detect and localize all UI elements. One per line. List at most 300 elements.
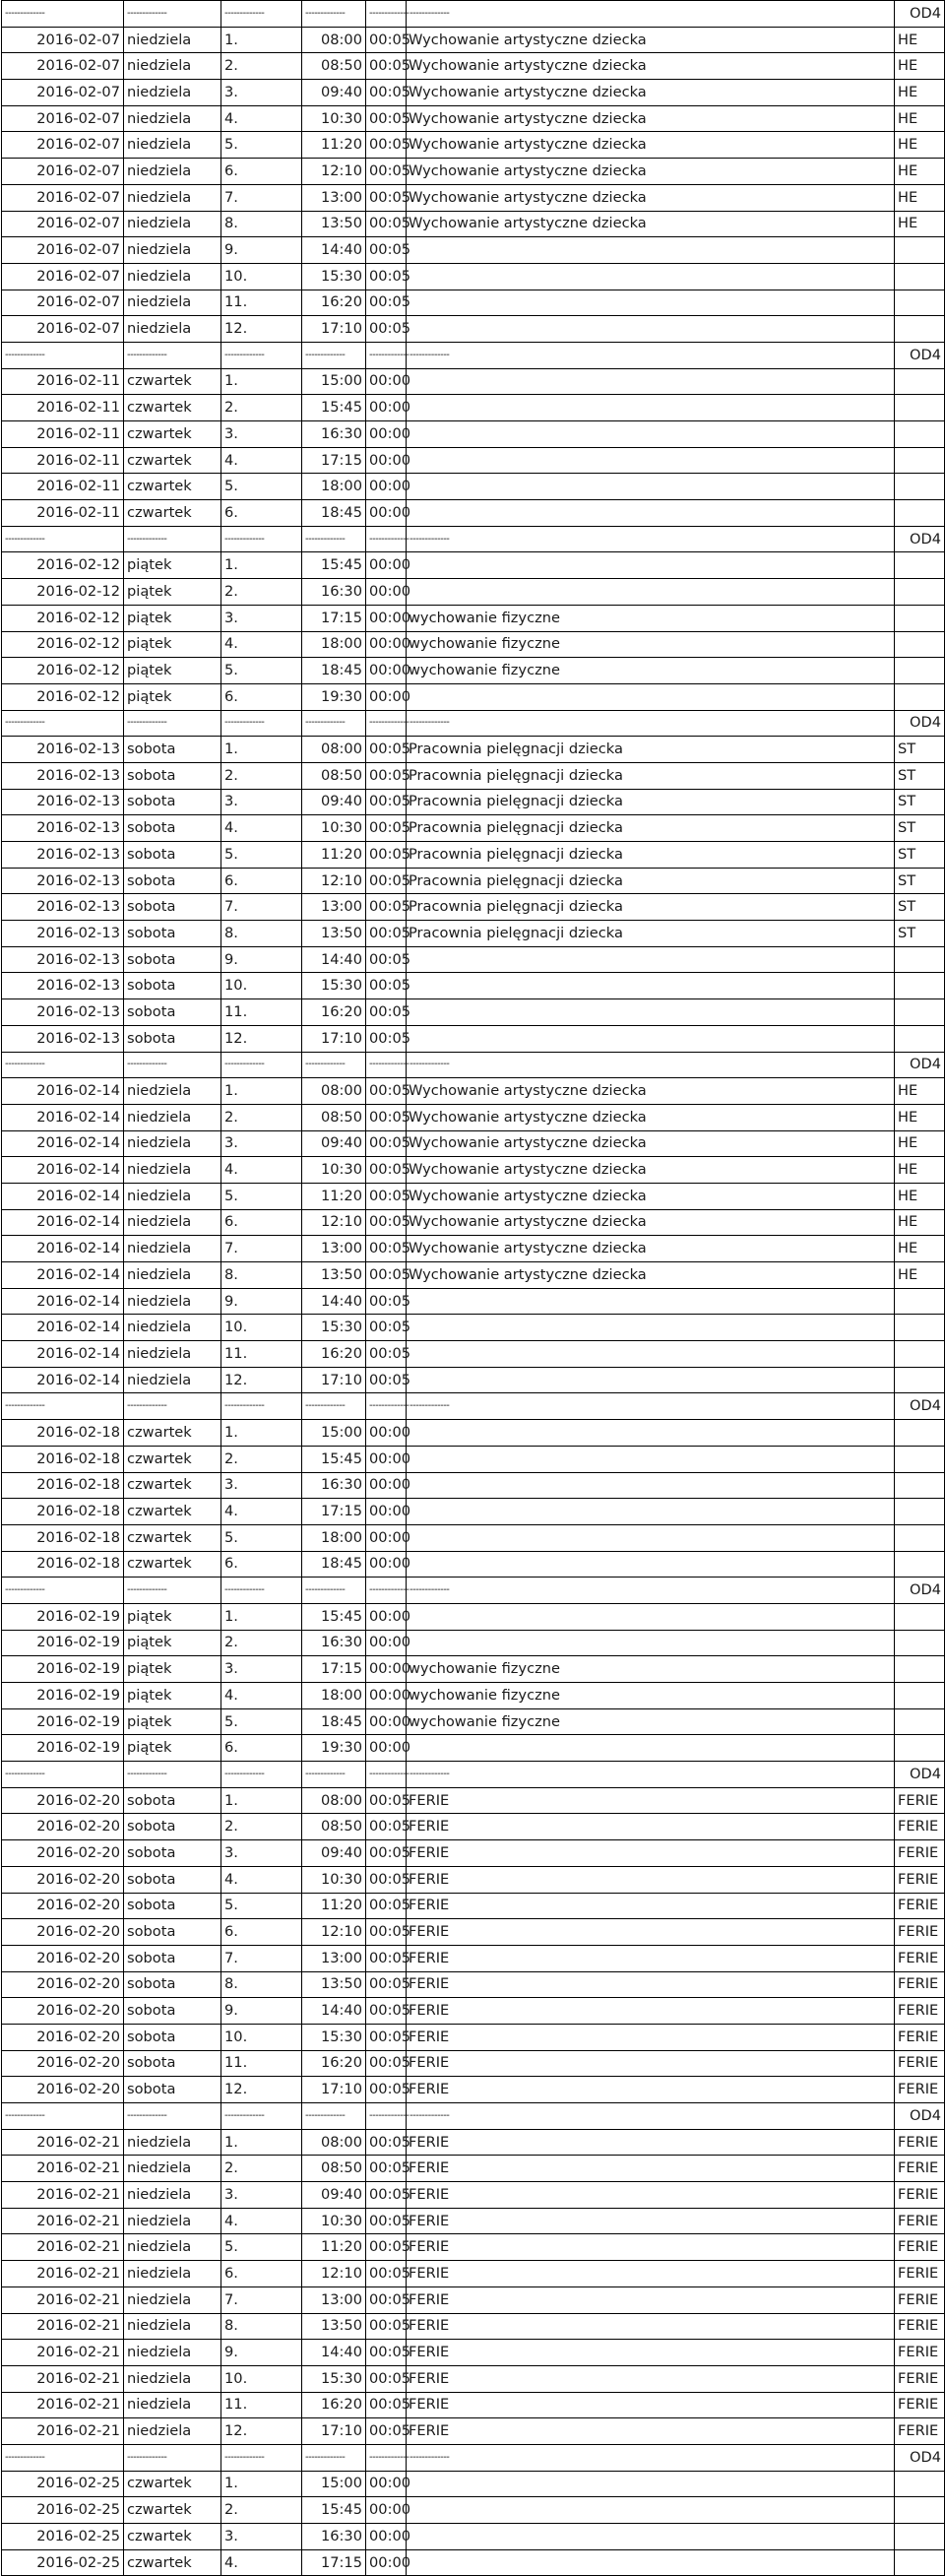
subject-cell: [407, 1472, 895, 1499]
duration-cell: 00:00: [366, 474, 407, 500]
lesson-number-cell: 3.: [221, 2182, 302, 2209]
table-row: [2, 1472, 945, 1499]
room-code-cell: [895, 1603, 945, 1630]
separator-dash: -------------: [221, 710, 302, 737]
start-time-cell: 09:40: [302, 1130, 366, 1157]
lesson-number-cell: 2.: [221, 1446, 302, 1472]
table-row: [2, 1893, 945, 1919]
duration-cell: 00:05: [366, 1183, 407, 1209]
subject-cell: Pracownia pielęgnacji dziecka: [407, 921, 895, 947]
table-row: [2, 1814, 945, 1840]
weekday-cell: niedziela: [124, 1183, 221, 1209]
subject-cell: Wychowanie artystyczne dziecka: [407, 1157, 895, 1184]
duration-cell: 00:00: [366, 1524, 407, 1551]
weekday-cell: piątek: [124, 552, 221, 579]
lesson-number-cell: 1.: [221, 1078, 302, 1105]
date-cell: 2016-02-20: [2, 1814, 124, 1840]
duration-cell: 00:05: [366, 2261, 407, 2287]
lesson-number-cell: 11.: [221, 2392, 302, 2418]
subject-cell: FERIE: [407, 2340, 895, 2366]
separator-row: [2, 526, 945, 552]
start-time-cell: 14:40: [302, 1288, 366, 1315]
weekday-cell: niedziela: [124, 2340, 221, 2366]
table-row: [2, 211, 945, 237]
start-time-cell: 11:20: [302, 1893, 366, 1919]
subject-cell: [407, 1367, 895, 1393]
lesson-number-cell: 9.: [221, 237, 302, 264]
subject-cell: FERIE: [407, 2182, 895, 2209]
duration-cell: 00:05: [366, 2234, 407, 2261]
date-cell: 2016-02-20: [2, 1945, 124, 1971]
lesson-number-cell: 5.: [221, 132, 302, 159]
separator-dash: -------------: [2, 1052, 124, 1078]
subject-cell: wychowanie fizyczne: [407, 605, 895, 631]
lesson-number-cell: 10.: [221, 2365, 302, 2392]
duration-cell: 00:05: [366, 1866, 407, 1893]
room-code-cell: FERIE: [895, 2024, 945, 2050]
table-row: [2, 1708, 945, 1735]
date-cell: 2016-02-18: [2, 1446, 124, 1472]
date-cell: 2016-02-11: [2, 368, 124, 395]
weekday-cell: sobota: [124, 921, 221, 947]
subject-cell: [407, 552, 895, 579]
separator-dash: -------------: [221, 2103, 302, 2130]
weekday-cell: piątek: [124, 683, 221, 710]
duration-cell: 00:00: [366, 1708, 407, 1735]
separator-dash: -------------: [124, 2444, 221, 2471]
lesson-number-cell: 4.: [221, 1866, 302, 1893]
start-time-cell: 17:15: [302, 1656, 366, 1683]
date-cell: 2016-02-12: [2, 683, 124, 710]
table-row: [2, 1735, 945, 1762]
separator-dash: -------------: [124, 2103, 221, 2130]
weekday-cell: piątek: [124, 1735, 221, 1762]
date-cell: 2016-02-19: [2, 1735, 124, 1762]
weekday-cell: czwartek: [124, 1472, 221, 1499]
duration-cell: 00:00: [366, 631, 407, 658]
lesson-number-cell: 11.: [221, 290, 302, 316]
subject-cell: [407, 946, 895, 973]
table-row: [2, 2286, 945, 2313]
separator-dash: -------------: [221, 1762, 302, 1788]
weekday-cell: niedziela: [124, 316, 221, 343]
date-cell: 2016-02-13: [2, 894, 124, 921]
date-cell: 2016-02-07: [2, 184, 124, 211]
table-row: [2, 1971, 945, 1998]
weekday-cell: piątek: [124, 658, 221, 684]
lesson-number-cell: 9.: [221, 946, 302, 973]
date-cell: 2016-02-13: [2, 815, 124, 842]
table-row: [2, 1919, 945, 1946]
table-row: [2, 921, 945, 947]
room-code-cell: FERIE: [895, 2208, 945, 2234]
subject-cell: FERIE: [407, 2392, 895, 2418]
separator-dash: -------------: [302, 342, 366, 368]
separator-dash: -------------: [302, 710, 366, 737]
separator-dash: -------------: [366, 342, 407, 368]
date-cell: 2016-02-14: [2, 1157, 124, 1184]
start-time-cell: 15:45: [302, 552, 366, 579]
subject-cell: Wychowanie artystyczne dziecka: [407, 1104, 895, 1130]
separator-dash: -------------: [366, 1, 407, 28]
weekday-cell: niedziela: [124, 1157, 221, 1184]
date-cell: 2016-02-12: [2, 658, 124, 684]
weekday-cell: niedziela: [124, 1367, 221, 1393]
schedule-body: [2, 1, 945, 2576]
subject-cell: FERIE: [407, 2129, 895, 2156]
room-code-cell: [895, 683, 945, 710]
duration-cell: 00:05: [366, 1341, 407, 1368]
separator-dash: -------------: [366, 1393, 407, 1420]
weekday-cell: niedziela: [124, 211, 221, 237]
separator-dash: -------------: [124, 342, 221, 368]
table-row: [2, 1945, 945, 1971]
separator-row: [2, 342, 945, 368]
lesson-number-cell: 9.: [221, 2340, 302, 2366]
duration-cell: 00:05: [366, 973, 407, 999]
duration-cell: 00:00: [366, 1630, 407, 1656]
table-row: [2, 815, 945, 842]
start-time-cell: 15:30: [302, 973, 366, 999]
room-code-cell: HE: [895, 1104, 945, 1130]
date-cell: 2016-02-20: [2, 1919, 124, 1946]
weekday-cell: czwartek: [124, 500, 221, 527]
lesson-number-cell: 3.: [221, 1656, 302, 1683]
room-code-cell: [895, 474, 945, 500]
weekday-cell: piątek: [124, 605, 221, 631]
subject-cell: [407, 395, 895, 421]
subject-cell: FERIE: [407, 2313, 895, 2340]
weekday-cell: sobota: [124, 1025, 221, 1052]
weekday-cell: sobota: [124, 868, 221, 894]
weekday-cell: niedziela: [124, 263, 221, 290]
date-cell: 2016-02-21: [2, 2340, 124, 2366]
table-row: [2, 842, 945, 869]
date-cell: 2016-02-07: [2, 290, 124, 316]
room-code-cell: [895, 631, 945, 658]
room-code-cell: [895, 658, 945, 684]
subject-cell: FERIE: [407, 1919, 895, 1946]
subject-cell: [407, 316, 895, 343]
start-time-cell: 13:00: [302, 184, 366, 211]
weekday-cell: niedziela: [124, 2418, 221, 2445]
duration-cell: 00:05: [366, 1262, 407, 1289]
weekday-cell: niedziela: [124, 290, 221, 316]
table-row: [2, 552, 945, 579]
subject-cell: [407, 2524, 895, 2550]
duration-cell: 00:05: [366, 1971, 407, 1998]
duration-cell: 00:00: [366, 1499, 407, 1525]
date-cell: 2016-02-13: [2, 789, 124, 815]
start-time-cell: 11:20: [302, 132, 366, 159]
start-time-cell: 08:00: [302, 27, 366, 53]
separator-dash: -------------: [2, 526, 124, 552]
duration-cell: 00:05: [366, 1315, 407, 1341]
separator-dash: -------------: [2, 1393, 124, 1420]
start-time-cell: 17:15: [302, 605, 366, 631]
duration-cell: 00:05: [366, 1236, 407, 1262]
room-code-cell: [895, 1630, 945, 1656]
date-cell: 2016-02-18: [2, 1499, 124, 1525]
weekday-cell: sobota: [124, 1998, 221, 2025]
separator-row: [2, 1052, 945, 1078]
weekday-cell: czwartek: [124, 395, 221, 421]
duration-cell: 00:00: [366, 1551, 407, 1578]
start-time-cell: 10:30: [302, 105, 366, 132]
room-code-cell: HE: [895, 1130, 945, 1157]
duration-cell: 00:00: [366, 1420, 407, 1447]
separator-row: [2, 710, 945, 737]
lesson-number-cell: 4.: [221, 2208, 302, 2234]
table-row: [2, 1341, 945, 1368]
table-row: [2, 737, 945, 763]
duration-cell: 00:00: [366, 1446, 407, 1472]
duration-cell: 00:05: [366, 737, 407, 763]
subject-cell: [407, 421, 895, 448]
lesson-number-cell: 8.: [221, 921, 302, 947]
weekday-cell: sobota: [124, 789, 221, 815]
weekday-cell: czwartek: [124, 2549, 221, 2576]
duration-cell: 00:00: [366, 2524, 407, 2550]
room-code-cell: [895, 1499, 945, 1525]
duration-cell: 00:05: [366, 159, 407, 185]
weekday-cell: piątek: [124, 1656, 221, 1683]
subject-cell: [407, 2497, 895, 2524]
weekday-cell: czwartek: [124, 2524, 221, 2550]
room-code-cell: ST: [895, 921, 945, 947]
start-time-cell: 14:40: [302, 1998, 366, 2025]
duration-cell: 00:05: [366, 762, 407, 789]
table-row: [2, 132, 945, 159]
subject-cell: Pracownia pielęgnacji dziecka: [407, 737, 895, 763]
subject-cell: FERIE: [407, 2024, 895, 2050]
lesson-number-cell: 3.: [221, 1840, 302, 1867]
duration-cell: 00:05: [366, 2024, 407, 2050]
duration-cell: 00:05: [366, 1078, 407, 1105]
subject-cell: [407, 1524, 895, 1551]
room-code-cell: HE: [895, 132, 945, 159]
table-row: [2, 762, 945, 789]
lesson-number-cell: 7.: [221, 1236, 302, 1262]
start-time-cell: 17:10: [302, 1367, 366, 1393]
date-cell: 2016-02-18: [2, 1420, 124, 1447]
table-row: [2, 1524, 945, 1551]
start-time-cell: 17:10: [302, 2077, 366, 2103]
lesson-number-cell: 4.: [221, 1157, 302, 1184]
room-code-cell: FERIE: [895, 2313, 945, 2340]
separator-dash: -------------: [124, 1393, 221, 1420]
room-code-cell: HE: [895, 184, 945, 211]
date-cell: 2016-02-07: [2, 237, 124, 264]
room-code-cell: [895, 1735, 945, 1762]
duration-cell: 00:00: [366, 447, 407, 474]
room-code-cell: FERIE: [895, 1919, 945, 1946]
table-row: [2, 395, 945, 421]
table-row: [2, 421, 945, 448]
date-cell: 2016-02-18: [2, 1524, 124, 1551]
duration-cell: 00:05: [366, 2156, 407, 2182]
start-time-cell: 08:50: [302, 2156, 366, 2182]
date-cell: 2016-02-25: [2, 2497, 124, 2524]
room-code-cell: [895, 973, 945, 999]
start-time-cell: 16:30: [302, 421, 366, 448]
table-row: [2, 1446, 945, 1472]
table-row: [2, 1078, 945, 1105]
subject-cell: Wychowanie artystyczne dziecka: [407, 1183, 895, 1209]
date-cell: 2016-02-19: [2, 1630, 124, 1656]
date-cell: 2016-02-07: [2, 159, 124, 185]
table-row: [2, 1315, 945, 1341]
separator-dash: -------------: [366, 710, 407, 737]
date-cell: 2016-02-20: [2, 1998, 124, 2025]
table-row: [2, 237, 945, 264]
start-time-cell: 08:50: [302, 1104, 366, 1130]
weekday-cell: sobota: [124, 894, 221, 921]
lesson-number-cell: 5.: [221, 658, 302, 684]
separator-dash: -------------: [366, 2103, 407, 2130]
separator-dash: -------------: [366, 1578, 407, 1604]
weekday-cell: czwartek: [124, 1499, 221, 1525]
table-row: [2, 2156, 945, 2182]
weekday-cell: niedziela: [124, 2129, 221, 2156]
weekday-cell: niedziela: [124, 159, 221, 185]
start-time-cell: 10:30: [302, 815, 366, 842]
date-cell: 2016-02-11: [2, 500, 124, 527]
duration-cell: 00:05: [366, 1288, 407, 1315]
table-row: [2, 1420, 945, 1447]
separator-dash: -------------: [407, 2444, 895, 2471]
start-time-cell: 10:30: [302, 1157, 366, 1184]
start-time-cell: 15:00: [302, 1420, 366, 1447]
start-time-cell: 17:10: [302, 2418, 366, 2445]
start-time-cell: 08:50: [302, 1814, 366, 1840]
start-time-cell: 14:40: [302, 2340, 366, 2366]
table-row: [2, 1288, 945, 1315]
room-code-cell: [895, 290, 945, 316]
weekday-cell: sobota: [124, 2077, 221, 2103]
lesson-number-cell: 4.: [221, 631, 302, 658]
duration-cell: 00:05: [366, 237, 407, 264]
date-cell: 2016-02-13: [2, 973, 124, 999]
lesson-number-cell: 7.: [221, 1945, 302, 1971]
table-row: [2, 1787, 945, 1814]
start-time-cell: 18:45: [302, 500, 366, 527]
weekday-cell: sobota: [124, 2050, 221, 2077]
room-code-cell: [895, 421, 945, 448]
separator-dash: -------------: [221, 526, 302, 552]
weekday-cell: niedziela: [124, 1209, 221, 1236]
room-code-cell: FERIE: [895, 2234, 945, 2261]
weekday-cell: sobota: [124, 1919, 221, 1946]
duration-cell: 00:05: [366, 27, 407, 53]
date-cell: 2016-02-19: [2, 1656, 124, 1683]
table-row: [2, 2234, 945, 2261]
table-row: [2, 1367, 945, 1393]
table-row: [2, 2313, 945, 2340]
subject-cell: FERIE: [407, 2208, 895, 2234]
start-time-cell: 16:20: [302, 290, 366, 316]
date-cell: 2016-02-14: [2, 1209, 124, 1236]
lesson-number-cell: 3.: [221, 2524, 302, 2550]
lesson-number-cell: 6.: [221, 159, 302, 185]
weekday-cell: czwartek: [124, 1551, 221, 1578]
room-code-cell: HE: [895, 105, 945, 132]
table-row: [2, 1603, 945, 1630]
start-time-cell: 18:00: [302, 1524, 366, 1551]
separator-row: [2, 1, 945, 28]
start-time-cell: 19:30: [302, 683, 366, 710]
room-code-cell: FERIE: [895, 1893, 945, 1919]
start-time-cell: 13:50: [302, 1262, 366, 1289]
table-row: [2, 2261, 945, 2287]
subject-cell: FERIE: [407, 2261, 895, 2287]
date-cell: 2016-02-13: [2, 842, 124, 869]
table-row: [2, 2340, 945, 2366]
duration-cell: 00:05: [366, 1945, 407, 1971]
duration-cell: 00:05: [366, 842, 407, 869]
weekday-cell: sobota: [124, 1866, 221, 1893]
weekday-cell: niedziela: [124, 2261, 221, 2287]
lesson-number-cell: 8.: [221, 211, 302, 237]
date-cell: 2016-02-25: [2, 2524, 124, 2550]
room-code-cell: [895, 237, 945, 264]
group-code: OD4: [895, 1762, 945, 1788]
duration-cell: 00:05: [366, 2077, 407, 2103]
weekday-cell: niedziela: [124, 2313, 221, 2340]
duration-cell: 00:05: [366, 2418, 407, 2445]
start-time-cell: 14:40: [302, 237, 366, 264]
room-code-cell: [895, 552, 945, 579]
table-row: [2, 631, 945, 658]
separator-dash: -------------: [302, 526, 366, 552]
lesson-number-cell: 11.: [221, 999, 302, 1026]
start-time-cell: 13:00: [302, 894, 366, 921]
subject-cell: [407, 1630, 895, 1656]
lesson-number-cell: 1.: [221, 1787, 302, 1814]
lesson-number-cell: 6.: [221, 500, 302, 527]
table-row: [2, 2471, 945, 2497]
weekday-cell: sobota: [124, 999, 221, 1026]
separator-dash: -------------: [221, 342, 302, 368]
duration-cell: 00:00: [366, 1603, 407, 1630]
separator-dash: -------------: [302, 2444, 366, 2471]
date-cell: 2016-02-14: [2, 1236, 124, 1262]
date-cell: 2016-02-20: [2, 2024, 124, 2050]
start-time-cell: 08:00: [302, 1078, 366, 1105]
duration-cell: 00:05: [366, 290, 407, 316]
date-cell: 2016-02-14: [2, 1262, 124, 1289]
room-code-cell: [895, 579, 945, 606]
separator-dash: -------------: [407, 1393, 895, 1420]
table-row: [2, 105, 945, 132]
table-row: [2, 2129, 945, 2156]
weekday-cell: czwartek: [124, 474, 221, 500]
start-time-cell: 17:15: [302, 1499, 366, 1525]
subject-cell: Wychowanie artystyczne dziecka: [407, 159, 895, 185]
start-time-cell: 13:50: [302, 1971, 366, 1998]
table-row: [2, 1209, 945, 1236]
duration-cell: 00:05: [366, 1840, 407, 1867]
date-cell: 2016-02-13: [2, 999, 124, 1026]
start-time-cell: 09:40: [302, 789, 366, 815]
table-row: [2, 2392, 945, 2418]
weekday-cell: niedziela: [124, 1288, 221, 1315]
duration-cell: 00:05: [366, 132, 407, 159]
room-code-cell: FERIE: [895, 2077, 945, 2103]
subject-cell: [407, 1420, 895, 1447]
weekday-cell: sobota: [124, 1787, 221, 1814]
group-code: OD4: [895, 1052, 945, 1078]
